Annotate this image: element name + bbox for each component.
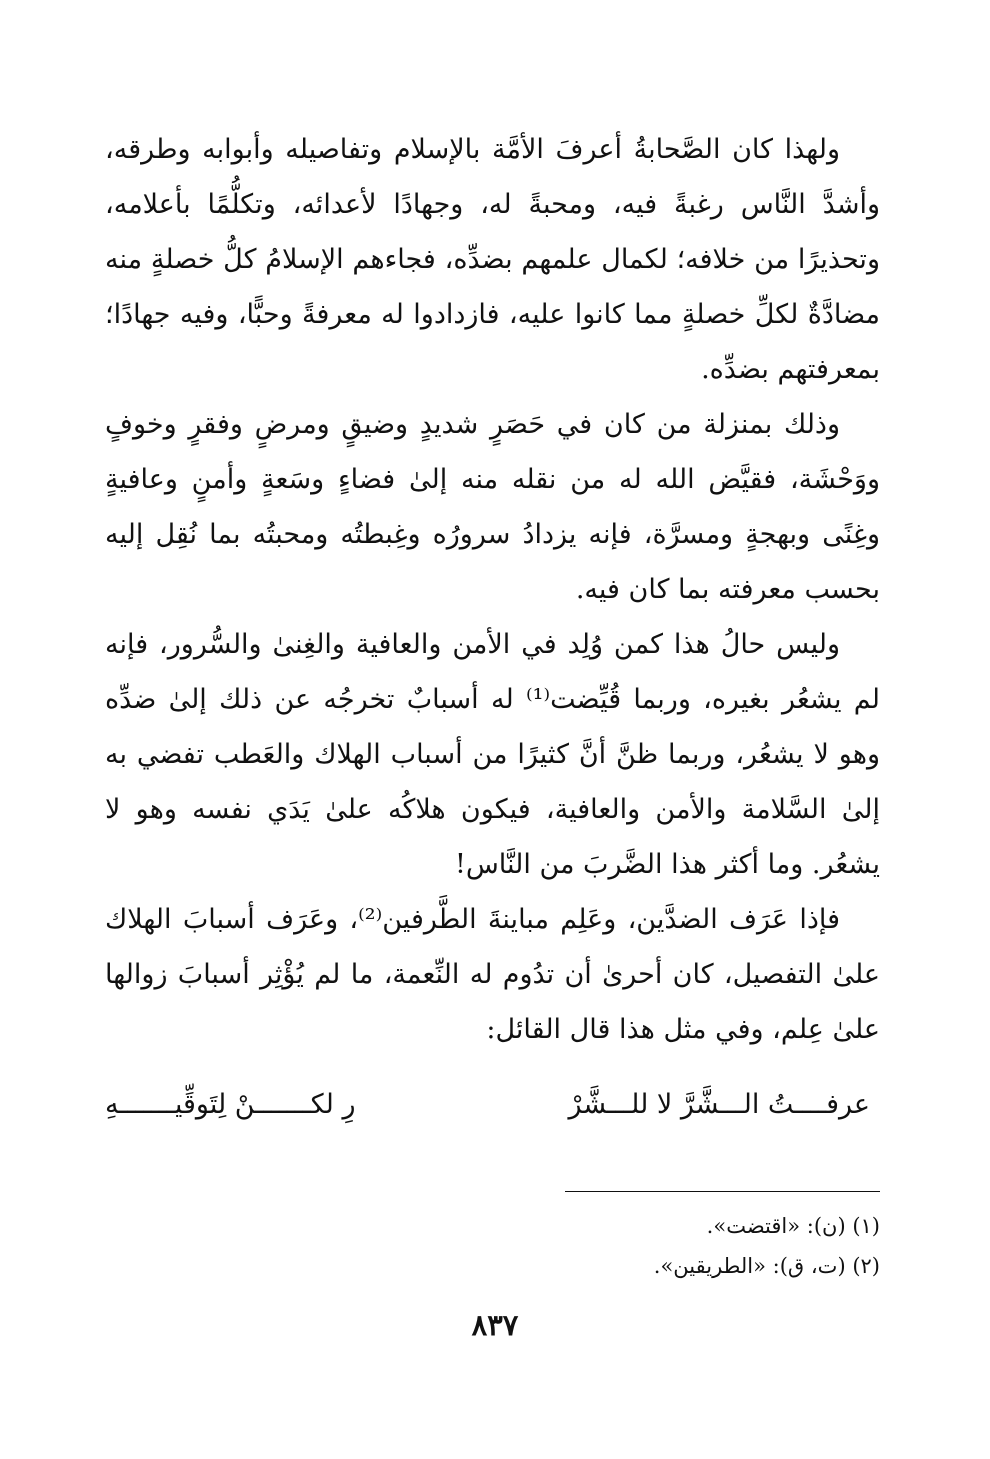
paragraph-text: فإذا عَرَف الضدَّين، وعَلِم مباينةَ الطَّرفين⁽²⁾، وعَرَف أسبابَ الهلاك علىٰ التفصيل، كان أحرىٰ أن تدُوم له النِّعمة، ما لم يُؤْثِر أسبابَ زوالها علىٰ عِلم، وفي مثل هذا قال القائل: xyxy=(105,904,880,1045)
paragraph-text: وليس حالُ هذا كمن وُلِد في الأمن والعافية والغِنىٰ والسُّرور، فإنه لم يشعُر بغيره، وربما قُيِّضت⁽¹⁾ له أسبابٌ تخرجُه عن ذلك إلىٰ ضدِّه وهو لا يشعُر، وربما ظنَّ أنَّ كثيرًا من أسباب الهلاك والعَطب تفضي به إلىٰ السَّلامة والأمن والعافية، فيكون هلاكُه علىٰ يَدَي نفسه وهو لا يشعُر. وما أكثر هذا الضَّربَ من النَّاس! xyxy=(105,629,880,880)
paragraph-text: وذلك بمنزلة من كان في حَصَرٍ شديدٍ وضيقٍ ومرضٍ وفقرٍ وخوفٍ ووَحْشَة، فقيَّض الله له من نقله منه إلىٰ فضاءٍ وسَعةٍ وأمنٍ وعافيةٍ وغِنًى وبهجةٍ ومسرَّة، فإنه يزدادُ سرورُه وغِبطتُه ومحبتُه بما نُقِل إليه بحسب معرفته بما كان فيه. xyxy=(105,409,880,605)
footnote-2: (٢) (ت، ق): «الطريقين». xyxy=(653,1254,880,1278)
verse-second-hemistich: رِ لكـــــــنْ لِتَوقِّيـــــــهِ xyxy=(105,1089,356,1120)
footnotes-section xyxy=(280,1206,880,1286)
paragraph-born-in-safety xyxy=(105,617,880,892)
poetry-verse xyxy=(105,1077,880,1133)
footnote-divider xyxy=(565,1191,880,1192)
page-number: ٨٣٧ xyxy=(471,1308,519,1342)
footnote-1: (١) (ن): «اقتضت». xyxy=(706,1214,880,1238)
paragraph-hardship-analogy xyxy=(105,397,880,617)
paragraph-companions xyxy=(105,122,880,397)
paragraph-knowing-opposites xyxy=(105,892,880,1057)
verse-first-hemistich: عرفــــتُ الـــشَّرَّ لا للـــشَّرْ xyxy=(568,1089,870,1120)
paragraph-text: ولهذا كان الصَّحابةُ أعرفَ الأمَّة بالإسلام وتفاصيله وأبوابه وطرقه، وأشدَّ النَّاس رغبةً فيه، ومحبةً له، وجهادًا لأعدائه، وتكلُّمًا بأعلامه، وتحذيرًا من خلافه؛ لكمال علمهم بضدِّه، فجاءهم الإسلامُ كلُّ خصلةٍ منه مضادَّةٌ لكلِّ خصلةٍ مما كانوا عليه، فازدادوا له معرفةً وحبًّا، وفيه جهادًا؛ بمعرفتهم بضدِّه. xyxy=(105,134,880,385)
